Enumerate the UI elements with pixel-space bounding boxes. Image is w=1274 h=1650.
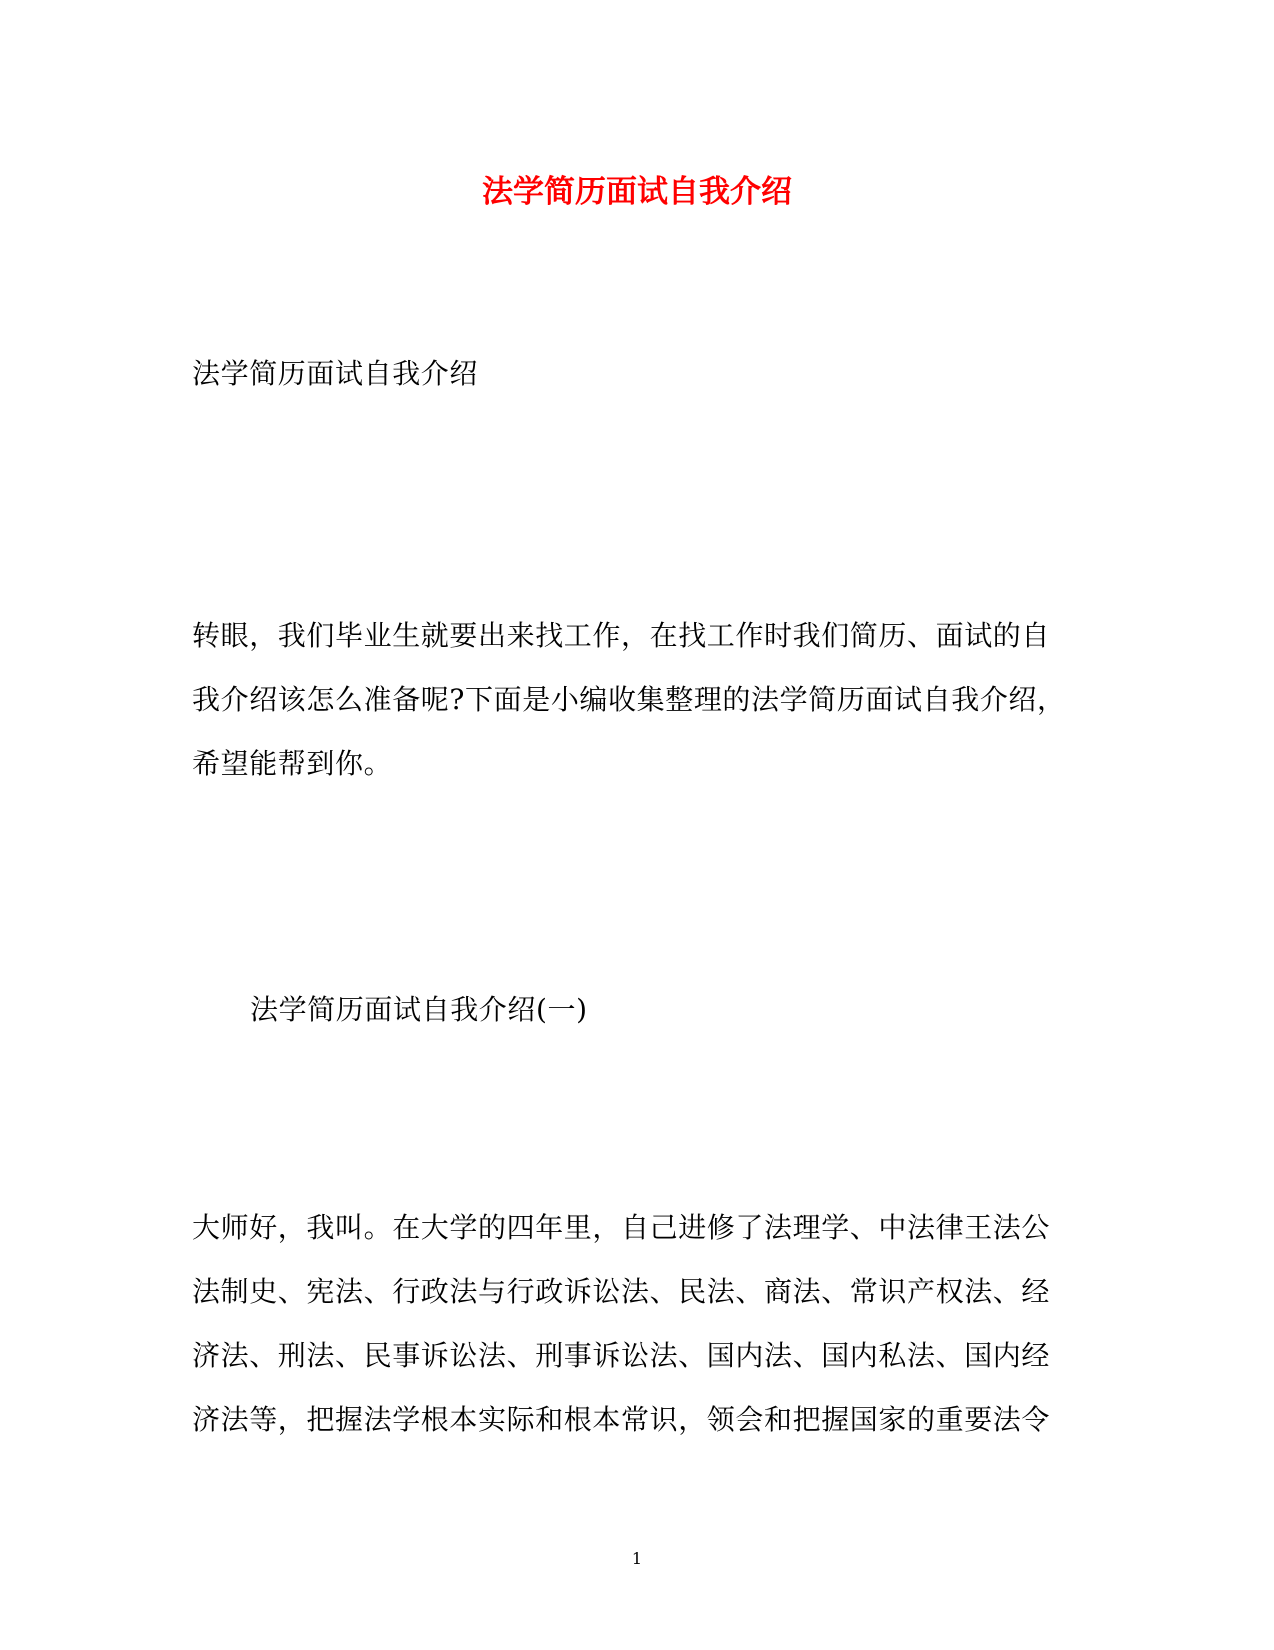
intro-paragraph <box>192 604 1072 796</box>
subtitle-text: 法学简历面试自我介绍 <box>192 357 479 390</box>
section-heading-text: 法学简历面试自我介绍(一) <box>250 993 588 1026</box>
body-line: 大师好，我叫。在大学的四年里，自己进修了法理学、中法律王法公 <box>192 1211 1051 1244</box>
page-number: 1 <box>631 1549 643 1568</box>
section-heading <box>250 978 1130 1042</box>
intro-line: 希望能帮到你。 <box>192 747 393 780</box>
document-subtitle <box>192 342 1072 406</box>
intro-line: 转眼，我们毕业生就要出来找工作，在找工作时我们简历、面试的自 <box>192 619 1051 652</box>
body-line: 济法等，把握法学根本实际和根本常识，领会和把握国家的重要法令 <box>192 1403 1051 1436</box>
document-title: 法学简历面试自我介绍 <box>482 174 792 210</box>
body-line: 济法、刑法、民事诉讼法、刑事诉讼法、国内法、国内私法、国内经 <box>192 1339 1051 1372</box>
body-line: 法制史、宪法、行政法与行政诉讼法、民法、商法、常识产权法、经 <box>192 1275 1051 1308</box>
body-paragraph <box>192 1196 1072 1452</box>
intro-line: 我介绍该怎么准备呢?下面是小编收集整理的法学简历面试自我介绍， <box>192 683 1066 716</box>
